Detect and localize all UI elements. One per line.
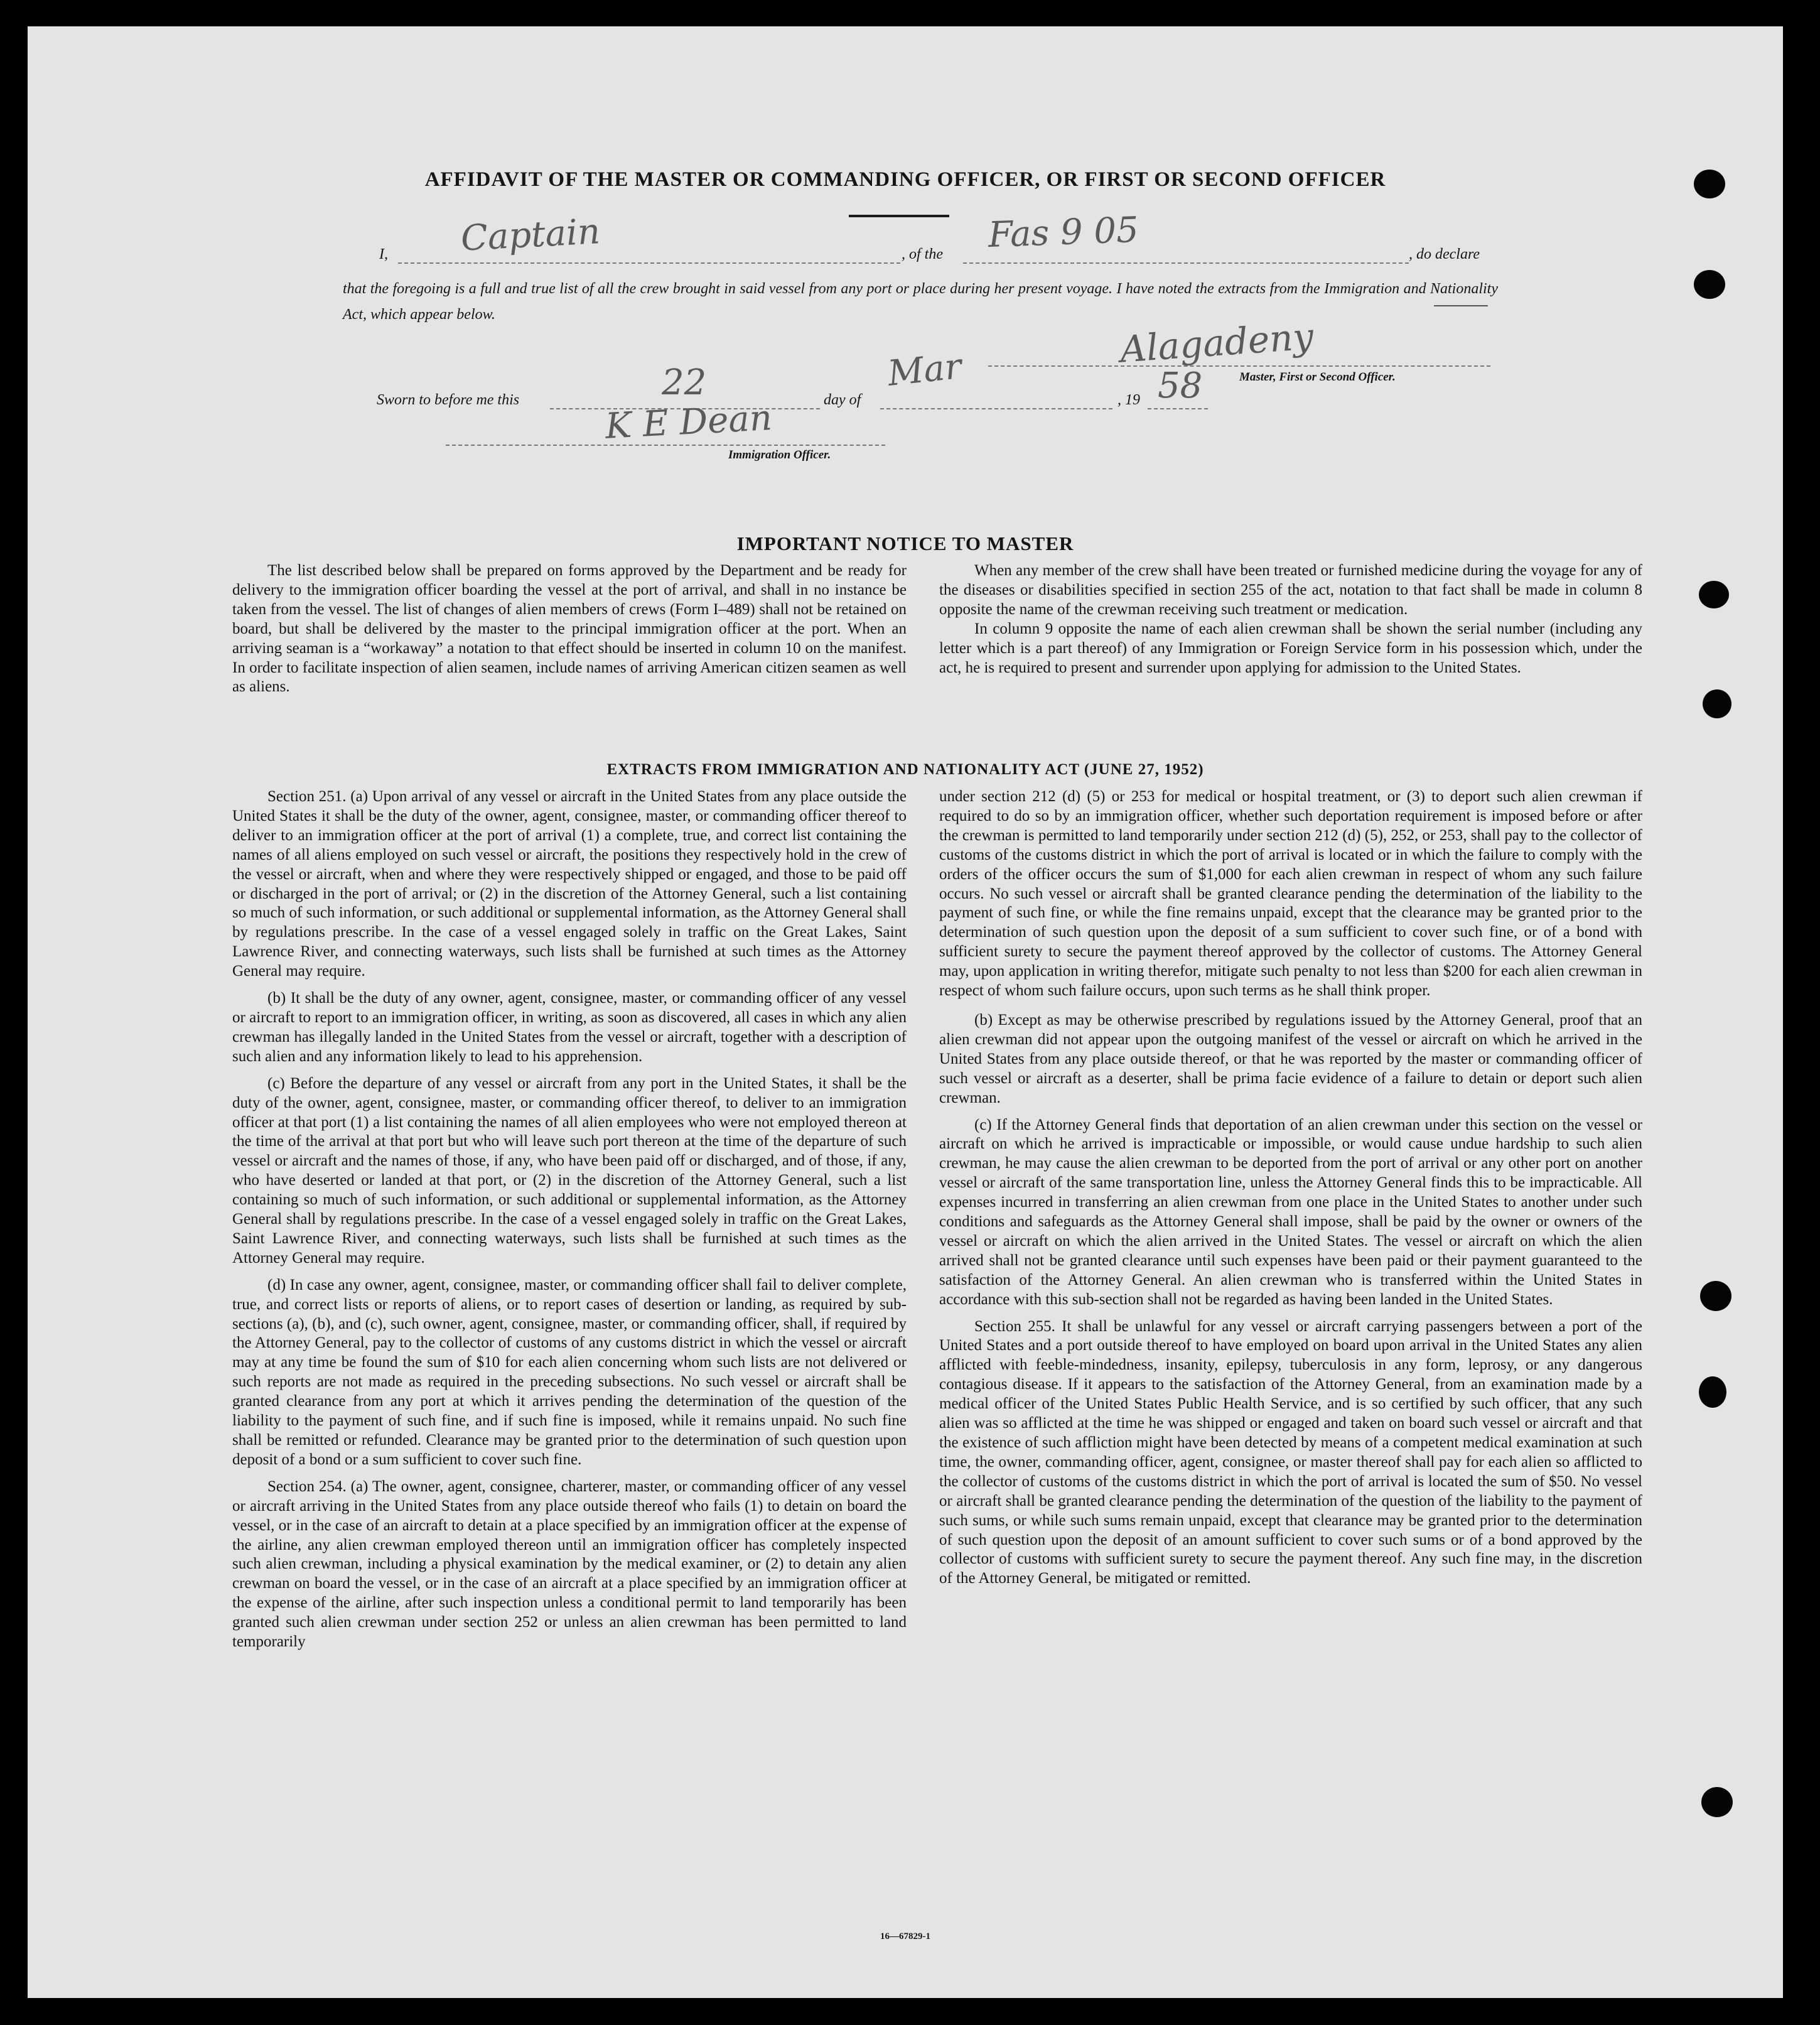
officer-label: Immigration Officer. <box>728 448 831 462</box>
handwritten-vessel: Fas 9 05 <box>987 209 1139 256</box>
handwritten-day: 22 <box>662 362 707 403</box>
month-line <box>880 407 1112 409</box>
handwritten-year: 58 <box>1158 365 1203 406</box>
name-line <box>398 261 900 264</box>
section-paragraph: (b) It shall be the duty of any owner, agent, consignee, master, or commanding officer of any vessel or aircraft to report to an immigration officer, in writing, as soon as discovered, all cases in which any alien crewman has illegally landed in the United States from the vessel or aircraft, together with a description of such alien and any information likely to lead to his apprehension. <box>232 990 907 1065</box>
extracts-title: EXTRACTS FROM IMMIGRATION AND NATIONALITY ACT (JUNE 27, 1952) <box>606 761 1204 778</box>
punch-hole <box>1694 270 1725 299</box>
punch-hole <box>1699 1376 1726 1408</box>
title-rule <box>849 215 949 217</box>
notice-paragraph: The list described below shall be prepared on forms approved by the Department and be ready for delivery to the immigration officer boarding the vessel at the port of arrival, and shall in no instance be taken from the vessel. The list of changes of alien members of crews (Form I–489) shall not be retained on board, but shall be delivered by the master to the principal immigration officer at the port. When an arriving seaman is a “workaway” a notation to that effect should be inserted in column 10 on the manifest. In order to facilitate inspection of alien seamen, include names of arriving American citizen seamen as well as aliens. <box>232 562 907 696</box>
notice-title: IMPORTANT NOTICE TO MASTER <box>736 532 1074 554</box>
master-signature-line <box>988 364 1490 367</box>
notice-paragraph: In column 9 opposite the name of each alien crewman shall be shown the serial number (including any letter which is a part thereof) of any Immigration or Foreign Service form in his possession which, under the act, he is required to present and surrender upon applying for admission to the United States. <box>939 620 1642 676</box>
affidavit-title: AFFIDAVIT OF THE MASTER OR COMMANDING OFFICER, OR FIRST OR SECOND OFFICER <box>424 168 1386 191</box>
handwritten-name: Captain <box>460 211 601 259</box>
handwritten-month: Mar <box>885 346 964 394</box>
of-the-label: , of the <box>902 246 943 262</box>
extracts-right-column <box>939 787 1642 1589</box>
section-paragraph: Section 254. (a) The owner, agent, consignee, charterer, master, or commanding officer of any vessel or aircraft arriving in the United States from any place outside thereof who fails (1) to detain on board the vessel, or in the case of an aircraft to detain at a place specified by an immigration officer at the expense of the airline, any alien crewman employed thereon until an immigration officer has completely inspected such alien crewman, including a physical examination by the medical examiner, or (2) to detain any alien crewman on board the vessel, or in the case of an aircraft at a place specified by an immigration officer at the expense of the airline, after such inspection unless a conditional permit to land temporarily has been granted such alien crewman under section 252 or unless an alien crewman has been permitted to land temporarily <box>232 1477 907 1651</box>
section-paragraph: (b) Except as may be otherwise prescribed by regulations issued by the Attorney General, proof that an alien crewman did not appear upon the outgoing manifest of the vessel or aircraft on which he arrived in the United States from any place outside thereof, or that he was reported by the master or commanding officer of such vessel or aircraft as a deserter, shall be prima facie evidence of a failure to detain or deport such alien crewman. <box>939 1011 1642 1106</box>
sworn-prefix: Sworn to before me this <box>377 392 520 408</box>
punch-hole <box>1694 170 1725 198</box>
section-paragraph: Section 251. (a) Upon arrival of any vessel or aircraft in the United States from any place outside the United States it shall be the duty of the owner, agent, consignee, master, or commanding officer thereof to deliver to an immigration officer at the port of arrival (1) a complete, true, and correct list containing the names of all aliens employed on such vessel or aircraft, the positions they respectively hold in the crew of the vessel or aircraft, when and where they were respectively shipped or engaged, and those to be paid off or discharged in the port of arrival; or (2) in the discretion of the Attorney General, such a list containing so much of such information, or such additional or supplemental information, as the Attorney General shall by regulations prescribe. In the case of a vessel engaged solely in traffic on the Great Lakes, Saint Lawrence River, and connecting waterways, such lists shall be furnished at such times as the Attorney General may require. <box>232 788 907 980</box>
notice-left-column <box>232 561 907 697</box>
vessel-line <box>963 261 1409 264</box>
document-page <box>28 26 1783 1998</box>
do-declare-label: , do declare <box>1409 246 1480 262</box>
section-paragraph: Section 255. It shall be unlawful for any vessel or aircraft carrying passengers between a port of the United States and a port outside thereof to have employed on board upon arrival in the United States any alien afflicted with feeble-mindedness, insanity, epilepsy, tuberculosis in any form, leprosy, or any dangerous contagious disease. If it appears to the satisfaction of the Attorney General, from an examination made by a medical officer of the United States Public Health Service, and is so certified by such officer, that any such alien was so afflicted at the time he was shipped or engaged and taken on board such vessel or aircraft and that the existence of such affliction might have been detected by means of a competent medical examination at such time, the owner, commanding officer, agent, consignee, or master thereof shall pay for each alien so afflicted to the collector of customs of the customs district in which the port of arrival is located the sum of $50. No vessel or aircraft shall be granted clearance pending the determination of the question of the liability to the payment of such sums, or while such sums remain unpaid, except that clearance may be granted prior to the determination of such question upon the deposit of an amount sufficient to cover such sums or of a bond approved by the collector of customs with sufficient surety to secure the payment thereof. Any such fine may, in the discretion of the Attorney General, be mitigated or remitted. <box>939 1317 1642 1587</box>
punch-hole <box>1701 1787 1733 1817</box>
declare-prefix: I, <box>379 246 388 262</box>
section-paragraph: (c) If the Attorney General finds that deportation of an alien crewman under this section on the vessel or aircraft on which he arrived is impracticable or impossible, or would cause undue hardship to such alien crewman, he may cause the alien crewman to be deported from the port of arrival or any other port on another vessel or aircraft of the same transportation line, unless the Attorney General finds this to be impracticable. All expenses incurred in transferring an alien crewman from one place in the United States to another under such conditions and safeguards as the Attorney General shall impose, shall be paid by the owner or owners of the vessel or aircraft on which the alien arrived in the United States. The vessel or aircraft on which the alien arrived shall not be granted clearance until such expenses have been paid or their payment guaranteed to the satisfaction of the Attorney General. An alien crewman who is transferred within the United States in accordance with this sub-section shall not be regarded as having been landed in the United States. <box>939 1116 1642 1308</box>
year-prefix: , 19 <box>1117 392 1140 408</box>
declaration-text: that the foregoing is a full and true list of all the crew brought in said vessel from any port or place during her present voyage. I have noted the extracts from the Immigration and Nationality Act, which appear below. <box>343 281 1498 323</box>
year-line <box>1148 407 1208 409</box>
notice-right-column <box>939 561 1642 678</box>
punch-hole <box>1700 1281 1731 1311</box>
handwritten-master-signature: Alagadeny <box>1119 315 1315 371</box>
section-paragraph: (d) In case any owner, agent, consignee, master, or commanding officer shall fail to deliver complete, true, and correct lists or reports of aliens, or to report cases of desertion or landing, as required by sub-sections (a), (b), and (c), such owner, agent, consignee, master, or commanding officer, shall, if required by the Attorney General, pay to the collector of customs of any customs district in which the vessel or aircraft may at any time be found the sum of $10 for each alien concerning whom such lists are not delivered or such reports are not made as required in the preceding subsections. No such vessel or aircraft shall be granted clearance from any port at which it arrives pending the determination of the question of the liability to the payment of such fine, and if such fine is imposed, while it remains unpaid. No such fine shall be remitted or refunded. Clearance may be granted prior to the determination of such question upon deposit of a bond or a sum sufficient to cover such fine. <box>232 1276 907 1468</box>
form-number: 16—67829-1 <box>880 1931 930 1941</box>
extracts-left-column <box>232 787 907 1652</box>
section-paragraph: (c) Before the departure of any vessel or aircraft from any port in the United States, it shall be the duty of the owner, agent, consignee, master, or commanding officer thereof, to deliver to an immigration officer at that port (1) a list containing the names of all alien employees who were not employed thereon at the time of the arrival at that port but who will leave such port thereon at the time of the departure of such vessel or aircraft and the names of those, if any, who have been paid off or discharged, and of those, if any, who have deserted or landed at that port, or (2) in the discretion of the Attorney General, such a list containing so much of such information, or such additional or supplemental information, as the Attorney General shall by regulations prescribe. In the case of a vessel engaged solely in traffic on the Great Lakes, Saint Lawrence River, and connecting waterways, such lists shall be furnished at such times as the Attorney General may require. <box>232 1074 907 1266</box>
day-of-label: day of <box>824 392 861 408</box>
notice-paragraph: When any member of the crew shall have been treated or furnished medicine during the voyage for any of the diseases or disabilities specified in section 255 of the act, notation to that fact shall be made in column 8 opposite the name of the crewman receiving such treatment or medication. <box>939 562 1642 618</box>
master-label: Master, First or Second Officer. <box>1239 370 1396 384</box>
punch-hole <box>1699 581 1729 608</box>
punch-hole <box>1703 689 1731 718</box>
section-paragraph: under section 212 (d) (5) or 253 for medical or hospital treatment, or (3) to deport such alien crewman if required to do so by an immigration officer, whether such deportation requirement is imposed before or after the crewman is permitted to land temporarily under section 212 (d) (5), 252, or 253, shall pay to the collector of customs of the customs district in which the port of arrival is located or in which the failure to comply with the orders of the officer occurs the sum of $1,000 for each alien crewman in respect of whom any such failure occurs. No such vessel or aircraft shall be granted clearance pending the determination of the liability to the payment of such fine, or while the fine remains unpaid, except that the clearance may be granted prior to the determination of such question upon the deposit of a sum sufficient to cover such fine, or of a bond with sufficient surety to secure the payment thereof approved by the collector of customs. The Attorney General may, upon application in writing therefor, mitigate such penalty to not less than $200 for each alien crewman in respect of whom such failure occurs, upon such terms as he shall think proper. <box>939 788 1642 1000</box>
handwritten-officer-signature: K E Dean <box>604 397 773 447</box>
underline-mark <box>1434 305 1488 306</box>
